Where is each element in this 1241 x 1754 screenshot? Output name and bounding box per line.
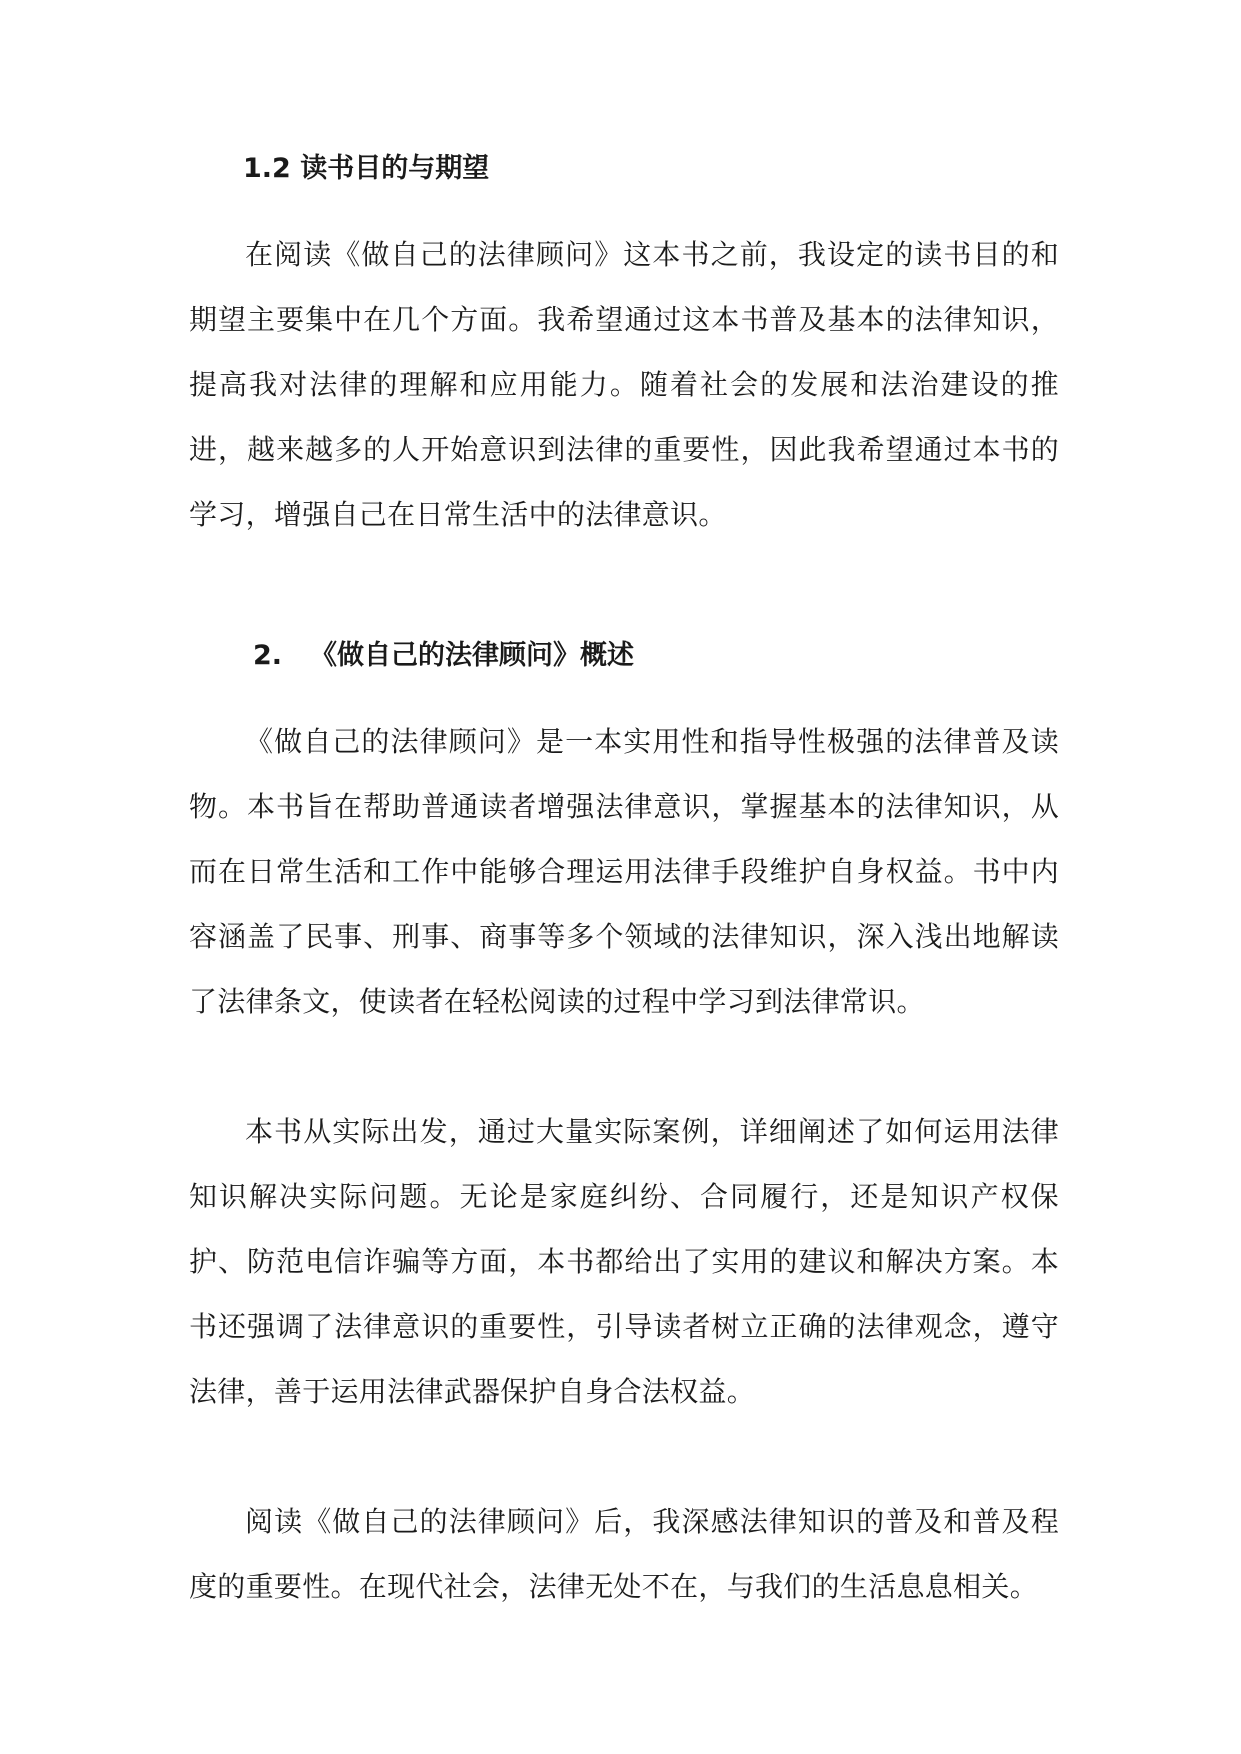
paragraph-reflection: 阅读《做自己的法律顾问》后，我深感法律知识的普及和普及程度的重要性。在现代社会，法律无处不在，与我们的生活息息相关。	[189, 1505, 1059, 1603]
paragraph-practical-cases: 本书从实际出发，通过大量实际案例，详细阐述了如何运用法律知识解决实际问题。无论是家庭纠纷、合同履行，还是知识产权保护、防范电信诈骗等方面，本书都给出了实用的建议和解决方案。本书还强调了法律意识的重要性，引导读者树立正确的法律观念，遵守法律，善于运用法律武器保护自身合法权益。	[189, 1115, 1059, 1408]
section-heading-1-2: 1.2 读书目的与期望	[243, 153, 490, 184]
paragraph-book-overview: 《做自己的法律顾问》是一本实用性和指导性极强的法律普及读物。本书旨在帮助普通读者增强法律意识，掌握基本的法律知识，从而在日常生活和工作中能够合理运用法律手段维护自身权益。书中内容涵盖了民事、刑事、商事等多个领域的法律知识，深入浅出地解读了法律条文，使读者在轻松阅读的过程中学习到法律常识。	[189, 725, 1059, 1018]
section-heading-2	[253, 637, 634, 675]
section-heading-number: 2.	[253, 640, 283, 671]
paragraph-reading-goals: 在阅读《做自己的法律顾问》这本书之前，我设定的读书目的和期望主要集中在几个方面。我希望通过这本书普及基本的法律知识，提高我对法律的理解和应用能力。随着社会的发展和法治建设的推进，越来越多的人开始意识到法律的重要性，因此我希望通过本书的学习，增强自己在日常生活中的法律意识。	[189, 238, 1059, 531]
section-heading-title: 《做自己的法律顾问》概述	[310, 640, 635, 671]
